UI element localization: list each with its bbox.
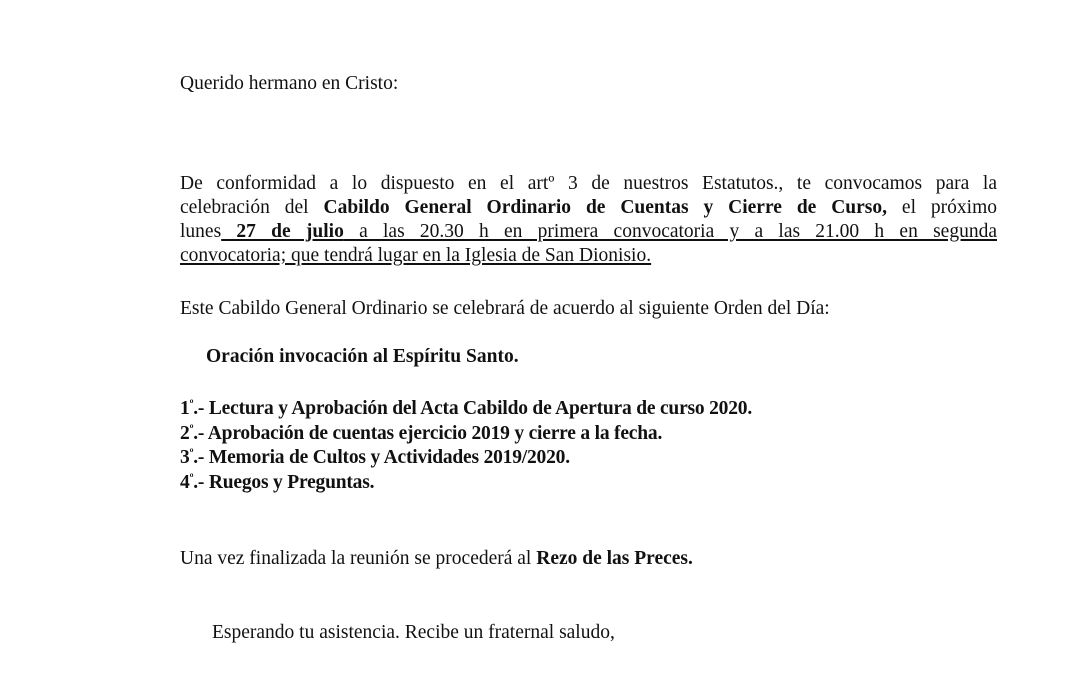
opening-prayer: Oración invocación al Espíritu Santo. xyxy=(206,346,519,367)
agenda-intro: Este Cabildo General Ordinario se celebrará de acuerdo al siguiente Orden del Día: xyxy=(180,298,830,319)
convocation-paragraph xyxy=(180,172,997,268)
paragraph-line-3 xyxy=(180,220,997,244)
meeting-location: convocatoria; que tendrá lugar en la Iglesia de San Dionisio. xyxy=(180,245,652,266)
paragraph-line-1: De conformidad a lo dispuesto en el artº 3 de nuestros Estatutos., te convocamos para la xyxy=(180,173,997,194)
line3-prefix: lunes xyxy=(180,221,222,242)
meeting-date: 27 de julio xyxy=(221,221,344,242)
line2-suffix: el próximo xyxy=(887,197,997,218)
farewell: Esperando tu asistencia. Recibe un fraternal saludo, xyxy=(212,622,615,643)
meeting-title: Cabildo General Ordinario de Cuentas y Cierre de Curso, xyxy=(323,197,888,218)
closing-note: Una vez finalizada la reunión se procederá al Rezo de las Preces. xyxy=(180,548,693,569)
paragraph-line-4 xyxy=(180,244,997,268)
agenda-list xyxy=(180,397,997,495)
agenda-item: $2^º.-$ Aprobación de cuentas ejercicio 2019 y cierre a la fecha. xyxy=(180,422,663,444)
salutation: Querido hermano en Cristo: xyxy=(180,73,399,94)
preces-label: Rezo de las Preces. xyxy=(536,548,693,569)
agenda-item: $3^º.-$ Memoria de Cultos y Actividades 2019/2020. xyxy=(180,446,570,468)
agenda-item: $4^º.-$ Ruegos y Preguntas. xyxy=(180,471,375,493)
meeting-times: a las 20.30 h en primera convocatoria y a las 21.00 h en segunda xyxy=(343,221,997,242)
agenda-item: $1^º.-$ Lectura y Aprobación del Acta Cabildo de Apertura de curso 2020. xyxy=(180,397,753,419)
line2-prefix: celebración del xyxy=(180,197,324,218)
paragraph-line-2 xyxy=(180,196,997,220)
